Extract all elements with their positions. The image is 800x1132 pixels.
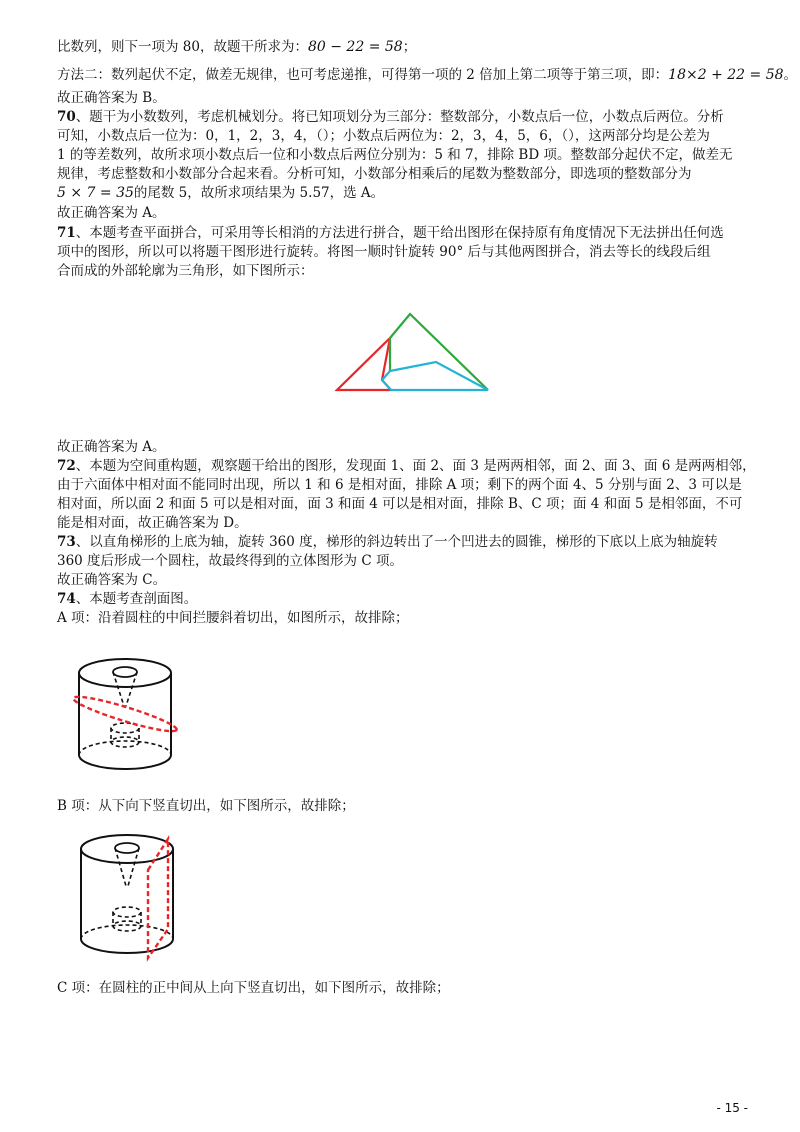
text-span: 可知，小数点后一位为：0，1，2，3，4，（）；小数点后两位为：2，3，4，5，6，（），这两部分均是公差为 (57, 128, 710, 144)
text-span: 故正确答案为 A。 (57, 439, 166, 455)
page-number: - 15 - (716, 1101, 748, 1115)
text-line (57, 146, 732, 164)
text-span: 比数列，则下一项为 80，故题干所求为： (57, 39, 308, 55)
text-span: 、本题考查平面拼合，可采用等长相消的方法进行拼合，题干给出图形在保持原有角度情况下无法拼出任何选 (75, 225, 724, 241)
question-number: 73 (57, 534, 76, 550)
text-line (57, 797, 355, 815)
cylinder-side-cut-figure (70, 826, 190, 966)
text-line (57, 165, 692, 183)
text-span: 能是相对面，故正确答案为 D。 (57, 515, 248, 531)
oblique-cut-ellipse (71, 692, 178, 737)
text-span: 的尾数 5，故所求项结果为 5.57，选 A。 (133, 185, 385, 201)
text-span: 故正确答案为 C。 (57, 572, 167, 588)
text-line (57, 38, 416, 56)
text-line (57, 184, 384, 202)
text-line (57, 243, 711, 261)
text-span: C 项：在圆柱的正中间从上向下竖直切出，如下图所示，故排除； (57, 980, 450, 996)
question-number: 70 (57, 109, 76, 125)
text-span: 合而成的外部轮廓为三角形，如下图所示： (57, 263, 314, 279)
text-line (57, 609, 409, 627)
text-line (57, 457, 756, 475)
text-line (57, 476, 742, 494)
text-line (57, 590, 197, 608)
text-span: 、本题为空间重构题，观察题干给出的图形，发现面 1、面 2、面 3 是两两相邻，面 2、面 3、面 6 是两两相邻， (75, 458, 756, 474)
question-number: 74 (57, 591, 76, 607)
math-expression: 5 × 7 = 35 (57, 185, 134, 201)
text-span: 故正确答案为 A。 (57, 205, 166, 221)
text-span: 、以直角梯形的上底为轴，旋转 360 度，梯形的斜边转出了一个凹进去的圆锥，梯形的下底以上底为轴旋转 (75, 534, 718, 550)
green-piece-outline (390, 314, 488, 390)
text-span: 。 (783, 67, 798, 83)
text-span: 方法二：数列起伏不定，做差无规律，也可考虑递推，可得第一项的 2 倍加上第二项等于第三项，即： (57, 67, 669, 83)
text-line (57, 127, 710, 145)
text-span: 、本题考查剖面图。 (75, 591, 198, 607)
text-span: A 项：沿着圆柱的中间拦腰斜着切出，如图所示，故排除； (57, 610, 409, 626)
text-line (57, 438, 166, 456)
text-line (57, 89, 166, 107)
text-line (57, 979, 450, 997)
text-line (57, 533, 718, 551)
text-span: 由于六面体中相对面不能同时出现，所以 1 和 6 是相对面，排除 A 项；剩下的两个面 4、5 分别与面 2、3 可以是 (57, 477, 742, 493)
text-span: 360 度后形成一个圆柱，故最终得到的立体图形为 C 项。 (57, 553, 403, 569)
text-span: ； (402, 39, 417, 55)
text-line (57, 495, 742, 513)
math-expression: 80 − 22 = 58 (307, 39, 403, 55)
text-span: 故正确答案为 B。 (57, 90, 166, 106)
text-line (57, 514, 248, 532)
text-span: 项中的图形，所以可以将题干图形进行旋转。将图一顺时针旋转 90° 后与其他两图拼合，消去等长的线段后组 (57, 244, 711, 260)
math-expression: 18×2 + 22 = 58 (668, 67, 784, 83)
text-span: 规律，考虑整数和小数部分合起来看。分析可知，小数部分相乘后的尾数为整数部分，即选项的整数部分为 (57, 166, 692, 182)
text-span: 相对面，所以面 2 和面 5 可以是相对面，面 3 和面 4 可以是相对面，排除 B、C 项；面 4 和面 5 是相邻面，不可 (57, 496, 743, 512)
text-span: 1 的等差数列，故所求项小数点后一位和小数点后两位分别为：5 和 7，排除 BD 项。整数部分起伏不定，做差无 (57, 147, 733, 163)
text-span: 、题干为小数数列，考虑机械划分。将已知项划分为三部分：整数部分，小数点后一位，小数点后两位。分析 (75, 109, 724, 125)
text-line (57, 262, 314, 280)
question-number: 72 (57, 458, 76, 474)
question-number: 71 (57, 225, 76, 241)
triangle-assembly-figure (334, 308, 494, 408)
text-line (57, 204, 166, 222)
text-line (57, 66, 797, 84)
text-line (57, 108, 724, 126)
text-line (57, 571, 166, 589)
text-span: B 项：从下向下竖直切出，如下图所示，故排除； (57, 798, 355, 814)
text-line (57, 552, 403, 570)
text-line (57, 224, 724, 242)
cylinder-oblique-cut-figure (68, 650, 188, 780)
